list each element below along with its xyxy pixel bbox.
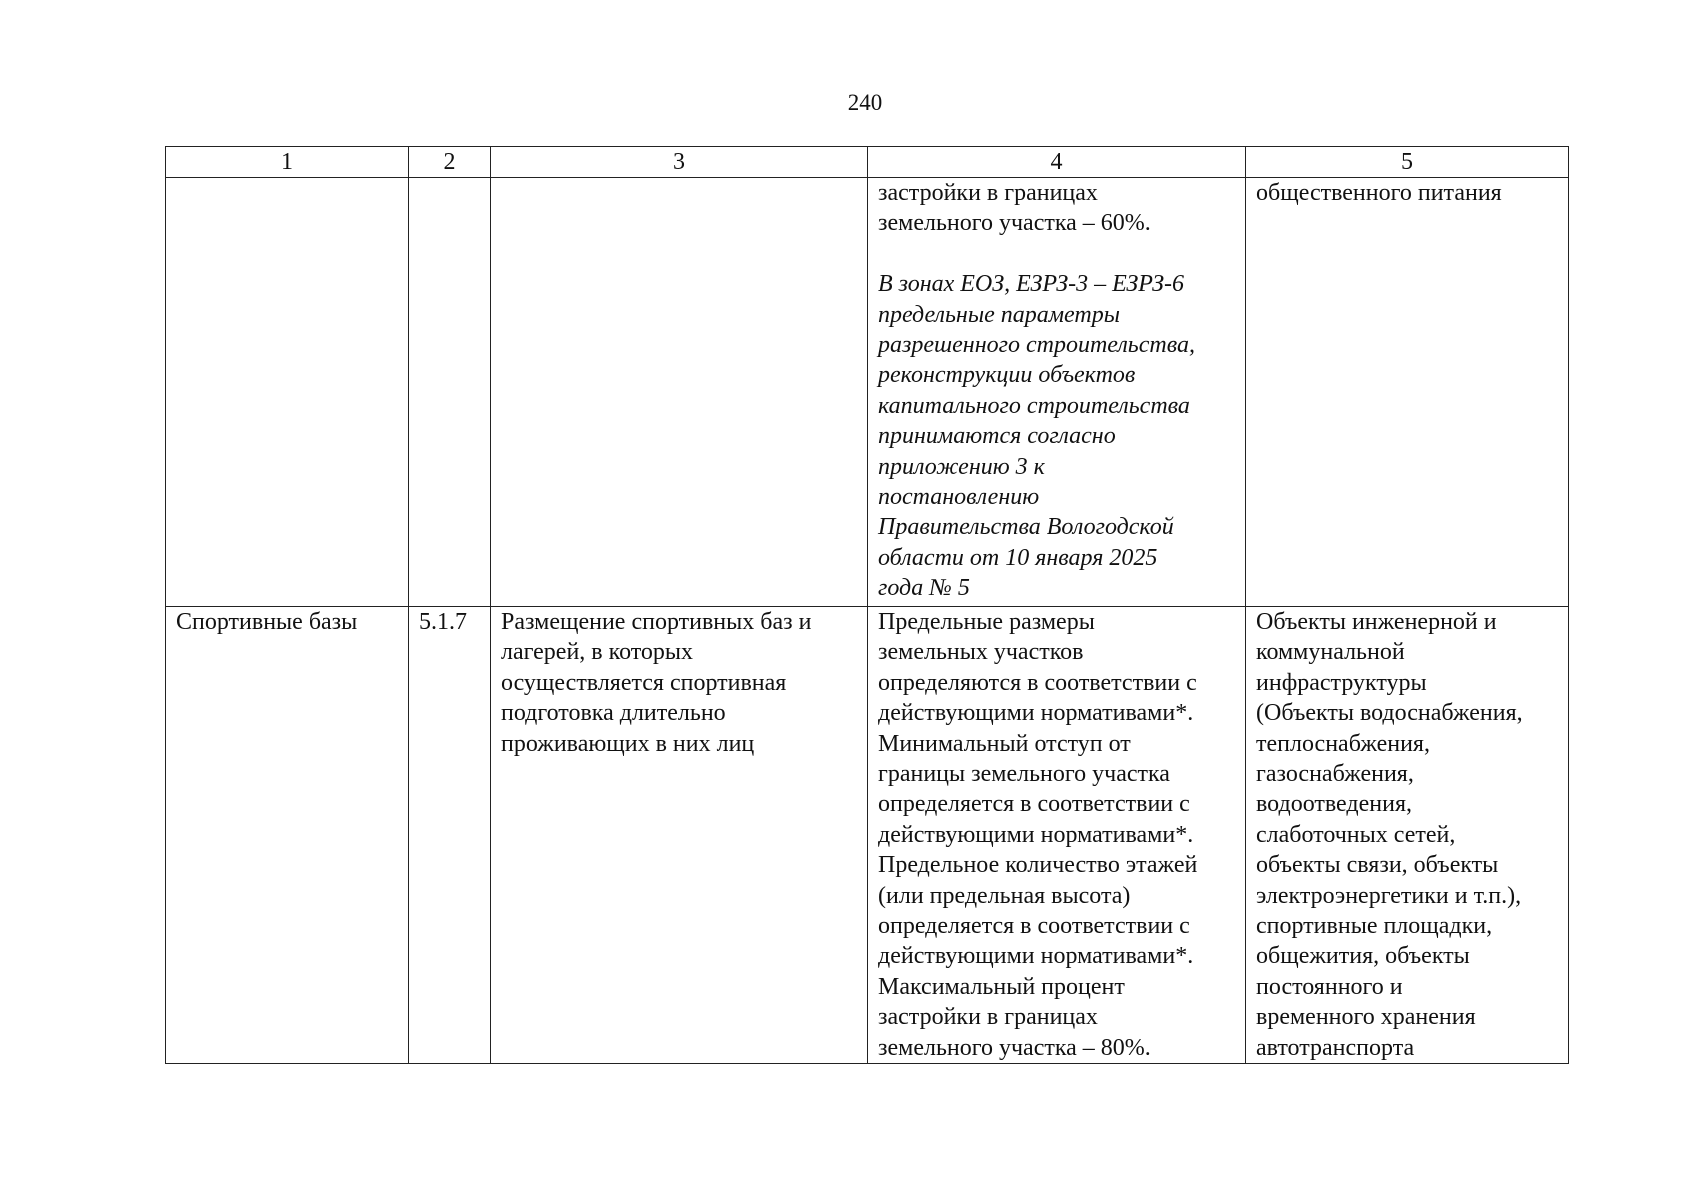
text-line: реконструкции объектов [878, 362, 1136, 389]
column-header-5: 5 [1246, 147, 1569, 178]
cell-use-params [868, 607, 1246, 1064]
text-line: подготовка длительно [501, 700, 726, 727]
aux-text [1256, 178, 1560, 208]
params-italic-note [878, 269, 1237, 603]
column-header-3: 3 [491, 147, 868, 178]
text-line: приложению 3 к [878, 453, 1045, 480]
text-line: временного хранения [1256, 1004, 1476, 1031]
cell-use-name: Спортивные базы [166, 607, 409, 1064]
table-row [166, 178, 1569, 607]
cell-continued-params [868, 178, 1246, 607]
text-line: постановлению [878, 484, 1040, 511]
text-line: застройки в границах [878, 1004, 1098, 1031]
text-line: области от 10 января 2025 [878, 544, 1158, 571]
text-line: действующими нормативами*. [878, 700, 1194, 727]
text-line: проживающих в них лиц [501, 730, 755, 757]
cell-use-aux [1246, 607, 1569, 1064]
text-line: автотранспорта [1256, 1034, 1415, 1061]
text-line: застройки в границах [878, 180, 1098, 206]
paragraph-gap [878, 239, 1237, 269]
text-line: земельного участка – 80%. [878, 1034, 1151, 1061]
table-row [166, 607, 1569, 1064]
cell-empty-description [491, 178, 868, 607]
text-line: газоснабжения, [1256, 761, 1414, 788]
text-line: лагерей, в которых [501, 639, 694, 666]
params-normal-text [878, 178, 1237, 239]
params-text [878, 607, 1237, 1063]
cell-continued-aux [1246, 178, 1569, 607]
text-line: Размещение спортивных баз и [501, 609, 812, 635]
text-line: определяются в соответствии с [878, 669, 1197, 696]
cell-empty-code [409, 178, 491, 607]
text-line: общежития, объекты [1256, 943, 1470, 970]
text-line: общественного питания [1256, 180, 1502, 206]
text-line: электроэнергетики и т.п.), [1256, 882, 1522, 909]
text-line: действующими нормативами*. [878, 821, 1194, 848]
column-header-4: 4 [868, 147, 1246, 178]
cell-use-code: 5.1.7 [409, 607, 491, 1064]
text-line: коммунальной [1256, 639, 1405, 666]
text-line: капитального строительства [878, 392, 1190, 419]
cell-empty-name [166, 178, 409, 607]
text-line: земельного участка – 60%. [878, 210, 1151, 237]
text-line: постоянного и [1256, 973, 1403, 1000]
text-line: предельные параметры [878, 301, 1120, 328]
text-line: Объекты инженерной и [1256, 609, 1497, 635]
text-line: Предельное количество этажей [878, 852, 1198, 879]
table-header-row [166, 147, 1569, 178]
text-line: (Объекты водоснабжения, [1256, 700, 1523, 727]
page-number: 240 [847, 90, 883, 115]
text-line: действующими нормативами*. [878, 943, 1194, 970]
description-text [501, 607, 859, 759]
text-line: Правительства Вологодской [878, 514, 1174, 541]
text-line: инфраструктуры [1256, 669, 1427, 696]
text-line: определяется в соответствии с [878, 791, 1190, 818]
text-line: водоотведения, [1256, 791, 1412, 818]
text-line: земельных участков [878, 639, 1084, 666]
text-line: Максимальный процент [878, 973, 1125, 1000]
aux-text [1256, 607, 1560, 1063]
column-header-1: 1 [166, 147, 409, 178]
column-header-2: 2 [409, 147, 491, 178]
text-line: определяется в соответствии с [878, 913, 1190, 940]
text-line: объекты связи, объекты [1256, 852, 1499, 879]
zoning-table [165, 146, 1569, 1064]
text-line: слаботочных сетей, [1256, 821, 1456, 848]
text-line: (или предельная высота) [878, 882, 1131, 909]
text-line: осуществляется спортивная [501, 669, 787, 696]
text-line: принимаются согласно [878, 423, 1116, 450]
text-line: разрешенного строительства, [878, 332, 1195, 359]
text-line: спортивные площадки, [1256, 913, 1493, 940]
cell-use-description [491, 607, 868, 1064]
text-line: Предельные размеры [878, 609, 1095, 635]
text-line: теплоснабжения, [1256, 730, 1430, 757]
text-line: Минимальный отступ от [878, 730, 1131, 757]
text-line: В зонах ЕОЗ, ЕЗРЗ-3 – ЕЗРЗ-6 [878, 271, 1185, 298]
text-line: границы земельного участка [878, 761, 1170, 788]
text-line: года № 5 [878, 575, 970, 602]
